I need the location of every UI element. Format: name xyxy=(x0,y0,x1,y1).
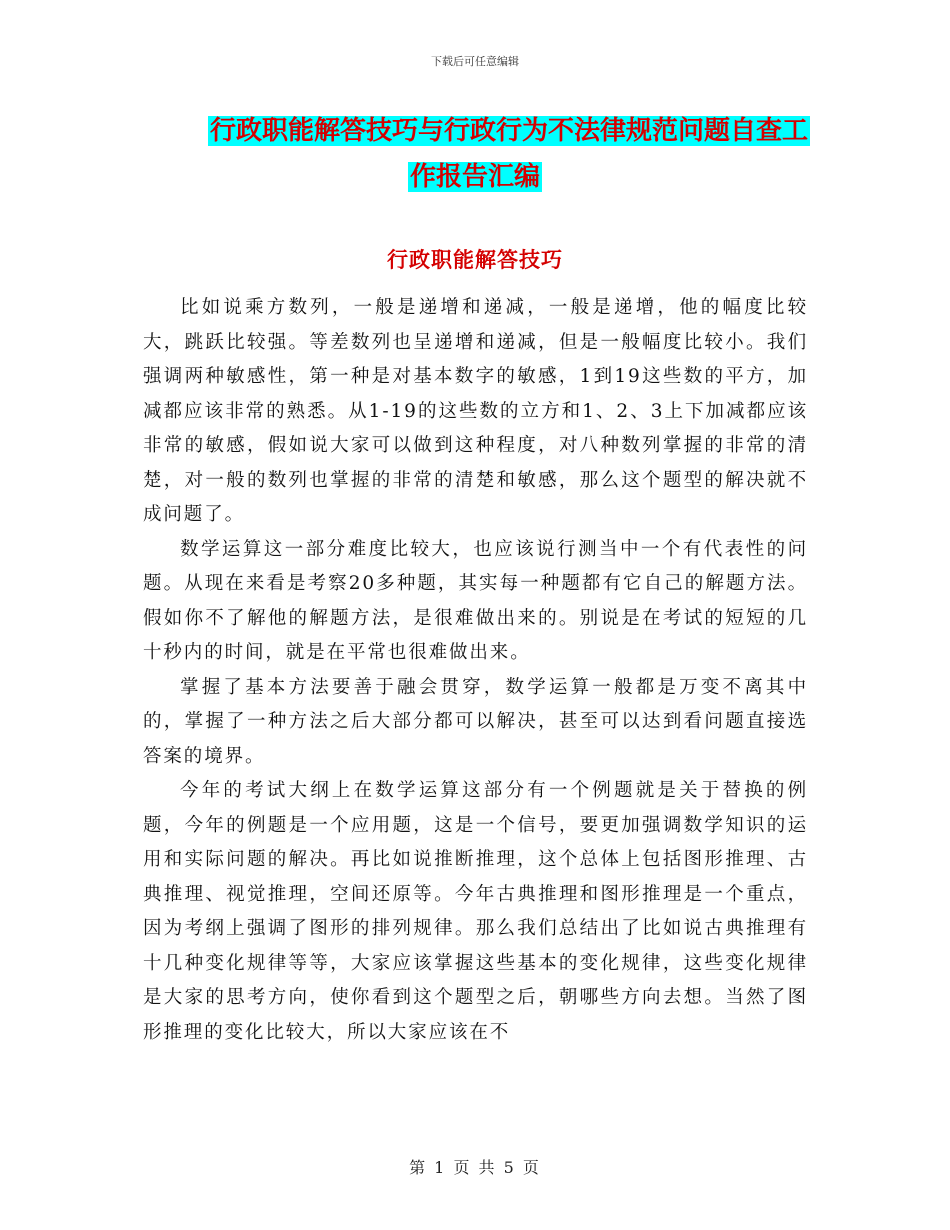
paragraph: 今年的考试大纲上在数学运算这部分有一个例题就是关于替换的例题，今年的例题是一个应用题，这是一个信号，要更加强调数学知识的运用和实际问题的解决。再比如说推断推理，这个总体上包括图形推理、古典推理、视觉推理，空间还原等。今年古典推理和图形推理是一个重点，因为考纲上强调了图形的排列规律。那么我们总结出了比如说古典推理有十几种变化规律等等，大家应该掌握这些基本的变化规律，这些变化规律是大家的思考方向，使你看到这个题型之后，朝哪些方向去想。当然了图形推理的变化比较大，所以大家应该在不 xyxy=(143,780,808,1043)
document-title-line-1 xyxy=(140,108,810,154)
title-highlight-1: 行政职能解答技巧与行政行为不法律规范问题自查工 xyxy=(209,116,808,146)
paragraph: 数学运算这一部分难度比较大，也应该说行测当中一个有代表性的问题。从现在来看是考察20多种题，其实每一种题都有它自己的解题方法。假如你不了解他的解题方法，是很难做出来的。别说是在考试的短短的几十秒内的时间，就是在平常也很难做出来。 xyxy=(143,538,808,663)
paragraph: 比如说乘方数列，一般是递增和递减，一般是递增，他的幅度比较大，跳跃比较强。等差数列也呈递增和递减，但是一般幅度比较小。我们强调两种敏感性，第一种是对基本数字的敏感，1到19这些数的平方，加减都应该非常的熟悉。从1-19的这些数的立方和1、2、3上下加减都应该非常的敏感，假如说大家可以做到这种程度，对八种数列掌握的非常的清楚，对一般的数列也掌握的非常的清楚和敏感，那么这个题型的解决就不成问题了。 xyxy=(143,297,808,525)
document-title-line-2 xyxy=(140,154,810,200)
page-footer: 第 1 页 共 5 页 xyxy=(409,1158,541,1177)
section-heading: 行政职能解答技巧 xyxy=(387,248,563,272)
document-title xyxy=(140,108,810,200)
title-highlight-2: 作报告汇编 xyxy=(409,162,540,192)
paragraph: 掌握了基本方法要善于融会贯穿，数学运算一般都是万变不离其中的，掌握了一种方法之后大部分都可以解决，甚至可以达到看问题直接选答案的境界。 xyxy=(143,676,808,767)
body-text xyxy=(143,291,808,1050)
header-note: 下载后可任意编辑 xyxy=(431,55,519,68)
